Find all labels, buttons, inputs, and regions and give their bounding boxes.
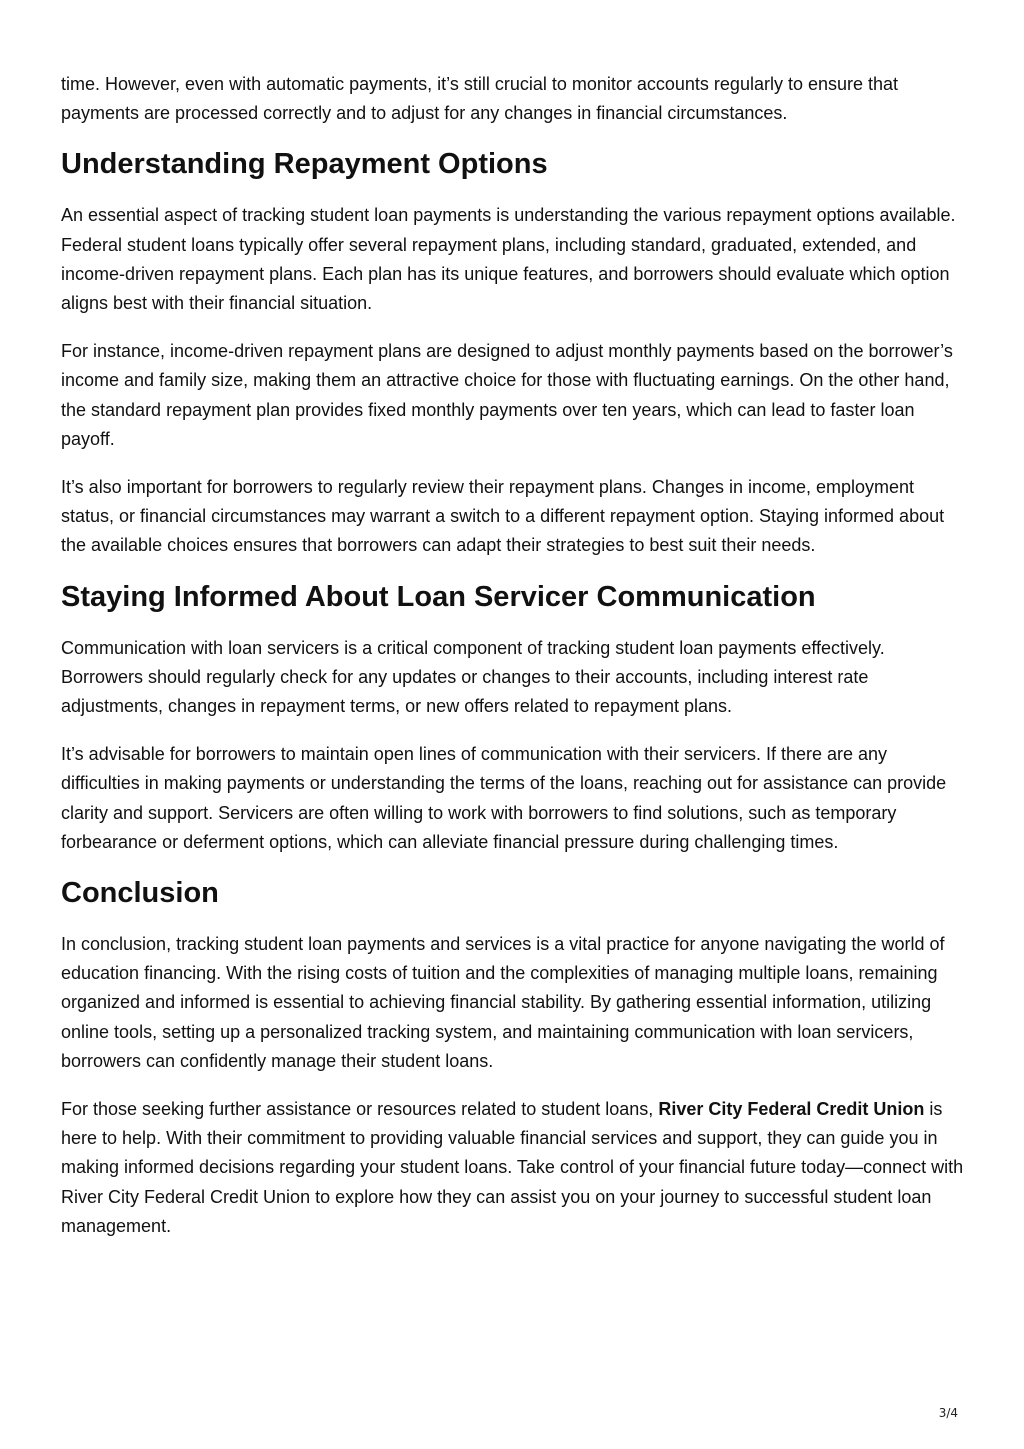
repayment-options-paragraph-1: An essential aspect of tracking student loan payments is understanding the various repayment options available. Federal student loans typically offer several repayment plans, including standard, graduated, extended, and income-driven repayment plans. Each plan has its unique features, and borrowers should evaluate which option aligns best with their financial situation.	[61, 205, 956, 314]
conclusion-text-after: is here to help. With their commitment to providing valuable financial services and support, they can guide you in making informed decisions regarding your student loans. Take control of your financial future today—connect with River City Federal Credit Union to explore how they can assist you on your journey to successful student loan management.	[61, 1099, 964, 1236]
conclusion-paragraph-2	[61, 1095, 966, 1241]
servicer-communication-paragraph-2: It’s advisable for borrowers to maintain open lines of communication with their servicers. If there are any difficulties in making payments or understanding the terms of the loans, reaching out for assistance can provide clarity and support. Servicers are often willing to work with borrowers to find solutions, such as temporary forbearance or deferment options, which can alleviate financial pressure during challenging times.	[61, 744, 947, 852]
conclusion-text-before: For those seeking further assistance or resources related to student loans,	[61, 1099, 659, 1120]
conclusion-paragraph-1: In conclusion, tracking student loan payments and services is a vital practice for anyone navigating the world of education financing. With the rising costs of tuition and the complexities of managing multiple loans, remaining organized and informed is essential to achieving financial stability. By gathering essential information, utilizing online tools, setting up a personalized tracking system, and maintaining communication with loan servicers, borrowers can confidently manage their student loans.	[61, 934, 945, 1071]
servicer-communication-paragraph-1: Communication with loan servicers is a critical component of tracking student loan payments effectively. Borrowers should regularly check for any updates or changes to their accounts, including interest rate adjustments, changes in repayment terms, or new offers related to repayment plans.	[61, 637, 885, 717]
section-heading-conclusion: Conclusion	[61, 877, 219, 910]
document-page	[61, 70, 966, 1260]
credit-union-name: River City Federal Credit Union	[658, 1099, 925, 1120]
section-heading-servicer-communication: Staying Informed About Loan Servicer Communication	[61, 580, 816, 613]
repayment-options-paragraph-2: For instance, income-driven repayment plans are designed to adjust monthly payments based on the borrower’s income and family size, making them an attractive choice for those with fluctuating earnings. On the other hand, the standard repayment plan provides fixed monthly payments over ten years, which can lead to faster loan payoff.	[61, 341, 953, 449]
page-number: 3/4	[938, 1406, 958, 1420]
section-heading-repayment-options: Understanding Repayment Options	[61, 148, 548, 181]
intro-continued-paragraph: time. However, even with automatic payments, it’s still crucial to monitor accounts regularly to ensure that payments are processed correctly and to adjust for any changes in financial circumstances.	[61, 74, 899, 124]
repayment-options-paragraph-3: It’s also important for borrowers to regularly review their repayment plans. Changes in income, employment status, or financial circumstances may warrant a switch to a different repayment option. Staying informed about the available choices ensures that borrowers can adapt their strategies to best suit their needs.	[61, 477, 945, 556]
